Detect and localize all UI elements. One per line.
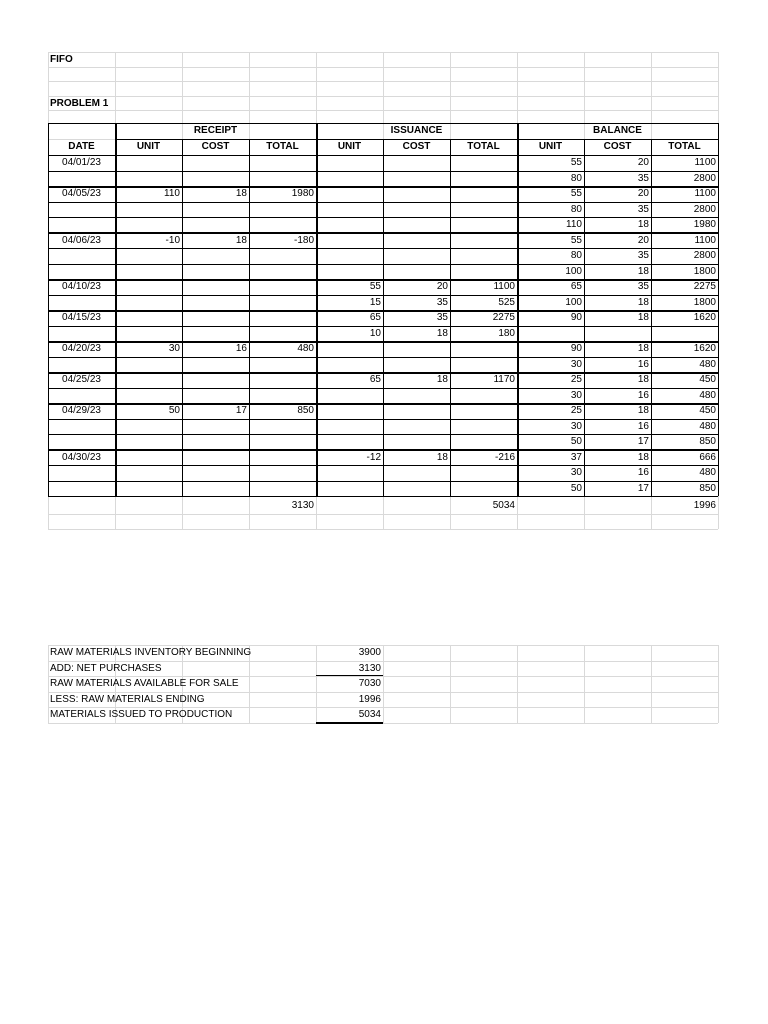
receipt-unit-cell[interactable]: 110 — [164, 188, 180, 199]
balance-cost-cell[interactable]: 18 — [637, 343, 649, 354]
balance-total-cell[interactable]: 450 — [699, 405, 716, 416]
receipt-cost-header[interactable]: COST — [201, 141, 230, 152]
receipt-total-cell[interactable]: 1980 — [291, 188, 314, 199]
date-cell[interactable]: 04/15/23 — [62, 312, 101, 323]
summary-value-ending[interactable]: 1996 — [358, 693, 381, 705]
border-line — [316, 722, 383, 724]
balance-cost-cell[interactable]: 18 — [637, 405, 649, 416]
issuance-unit-cell[interactable]: 65 — [369, 374, 381, 385]
balance-unit-cell[interactable]: 55 — [570, 188, 582, 199]
gridline — [651, 645, 652, 723]
date-cell[interactable]: 04/30/23 — [62, 451, 101, 463]
balance-unit-cell[interactable]: 25 — [570, 405, 582, 416]
issuance-unit-header[interactable]: UNIT — [337, 141, 362, 152]
issuance-unit-cell[interactable]: -12 — [366, 451, 381, 463]
issuance-cost-cell[interactable]: 18 — [436, 327, 448, 339]
gridline — [718, 645, 719, 723]
issuance-total-cell[interactable]: 1170 — [493, 374, 515, 385]
balance-unit-cell[interactable]: 100 — [565, 265, 582, 277]
balance-total-cell[interactable]: 480 — [699, 467, 716, 478]
balance-cost-cell[interactable]: 16 — [637, 467, 649, 478]
issuance-total-cell[interactable]: 2275 — [492, 312, 515, 323]
summary-value-issued[interactable]: 5034 — [358, 709, 381, 720]
balance-total-cell[interactable]: 850 — [699, 436, 716, 447]
issuance-total-cell[interactable]: 1100 — [493, 281, 515, 292]
issuance-cost-cell[interactable]: 18 — [436, 374, 448, 385]
balance-cost-cell[interactable]: 16 — [637, 389, 649, 401]
issuance-total-cell[interactable]: 180 — [498, 327, 515, 339]
balance-total-cell[interactable]: 1100 — [694, 188, 716, 199]
receipt-cost-cell[interactable]: 18 — [235, 188, 247, 199]
issuance-total-cell[interactable]: -216 — [494, 451, 515, 463]
date-cell[interactable]: 04/05/23 — [62, 188, 101, 199]
balance-cost-cell[interactable]: 35 — [637, 250, 649, 261]
balance-unit-cell[interactable]: 30 — [570, 358, 582, 370]
balance-total-cell[interactable]: 480 — [699, 389, 716, 401]
issuance-unit-cell[interactable]: 65 — [369, 312, 381, 323]
issuance-cost-cell[interactable]: 18 — [436, 451, 448, 463]
balance-total-cell[interactable]: 450 — [699, 374, 716, 385]
summary-label-beginning[interactable]: RAW MATERIALS INVENTORY BEGINNING — [50, 647, 252, 658]
balance-total-cell[interactable]: 2800 — [693, 172, 716, 184]
balance-cost-cell[interactable]: 18 — [637, 219, 649, 230]
balance-total-cell[interactable]: 1620 — [693, 343, 716, 354]
issuance-total-header[interactable]: TOTAL — [467, 141, 500, 152]
date-cell[interactable]: 04/01/23 — [62, 157, 101, 168]
balance-unit-cell[interactable]: 55 — [570, 157, 582, 168]
balance-unit-cell[interactable]: 100 — [565, 296, 582, 308]
balance-total-cell[interactable]: 666 — [699, 451, 716, 463]
balance-total-cell[interactable]: 2275 — [693, 281, 716, 292]
receipt-unit-header[interactable]: UNIT — [136, 141, 161, 152]
problem-title[interactable]: PROBLEM 1 — [50, 97, 109, 109]
balance-total-cell[interactable]: 2800 — [693, 203, 716, 215]
balance-total-cell[interactable]: 1800 — [693, 296, 716, 308]
receipt-total-cell[interactable]: 850 — [297, 405, 314, 416]
balance-total-cell[interactable]: 1620 — [693, 312, 716, 323]
summary-value-available[interactable]: 7030 — [358, 678, 381, 689]
receipt-unit-cell[interactable]: -10 — [165, 234, 180, 246]
border-line — [718, 123, 719, 496]
date-cell[interactable]: 04/25/23 — [62, 374, 101, 385]
balance-unit-cell[interactable]: 37 — [570, 451, 582, 463]
issuance-cost-header[interactable]: COST — [402, 141, 431, 152]
gridline — [48, 723, 718, 724]
balance-cost-cell[interactable]: 20 — [637, 188, 649, 199]
sheet-title[interactable]: FIFO — [50, 54, 73, 65]
balance-total-cell[interactable]: 1100 — [694, 234, 716, 246]
receipt-total-cell[interactable]: -180 — [293, 234, 314, 246]
balance-unit-cell[interactable]: 55 — [570, 234, 582, 246]
receipt-cost-cell[interactable]: 18 — [235, 234, 247, 246]
balance-unit-cell[interactable]: 80 — [570, 203, 582, 215]
issuance-cost-cell[interactable]: 20 — [436, 281, 448, 292]
issuance-total-sum[interactable]: 5034 — [492, 500, 515, 511]
balance-cost-cell[interactable]: 16 — [637, 358, 649, 370]
balance-cost-header[interactable]: COST — [603, 141, 632, 152]
balance-cost-cell[interactable]: 20 — [637, 234, 649, 246]
balance-unit-cell[interactable]: 80 — [570, 172, 582, 184]
balance-unit-cell[interactable]: 90 — [570, 343, 582, 354]
balance-unit-cell[interactable]: 30 — [570, 467, 582, 478]
summary-value-beginning[interactable]: 3900 — [358, 647, 381, 658]
balance-group-header[interactable]: BALANCE — [593, 125, 642, 136]
balance-unit-cell[interactable]: 110 — [566, 219, 582, 230]
gridline — [584, 645, 585, 723]
balance-total-cell[interactable]: 850 — [699, 482, 716, 494]
balance-cost-cell[interactable]: 35 — [637, 203, 649, 215]
receipt-unit-cell[interactable]: 50 — [168, 405, 180, 416]
issuance-total-cell[interactable]: 525 — [498, 296, 515, 308]
gridline — [383, 645, 384, 723]
receipt-group-header[interactable]: RECEIPT — [193, 125, 238, 136]
balance-unit-cell[interactable]: 30 — [570, 420, 582, 432]
balance-unit-cell[interactable]: 90 — [570, 312, 582, 323]
balance-cost-cell[interactable]: 16 — [637, 420, 649, 432]
balance-cost-cell[interactable]: 18 — [637, 451, 649, 463]
summary-value-purchases[interactable]: 3130 — [358, 662, 381, 674]
balance-unit-cell[interactable]: 25 — [570, 374, 582, 385]
receipt-total-header[interactable]: TOTAL — [266, 141, 299, 152]
balance-cost-cell[interactable]: 18 — [637, 296, 649, 308]
receipt-total-cell[interactable]: 480 — [297, 343, 314, 354]
border-line — [48, 496, 718, 497]
balance-unit-cell[interactable]: 50 — [570, 436, 582, 447]
issuance-cost-cell[interactable]: 35 — [436, 296, 448, 308]
receipt-unit-cell[interactable]: 30 — [168, 343, 180, 354]
balance-total-sum[interactable]: 1996 — [693, 500, 716, 511]
date-header[interactable]: DATE — [68, 141, 95, 152]
date-cell[interactable]: 04/10/23 — [62, 281, 101, 292]
issuance-unit-cell[interactable]: 10 — [369, 327, 381, 339]
summary-label-ending[interactable]: LESS: RAW MATERIALS ENDING — [50, 693, 205, 705]
receipt-total-sum[interactable]: 3130 — [291, 500, 314, 511]
balance-unit-header[interactable]: UNIT — [538, 141, 563, 152]
balance-unit-cell[interactable]: 65 — [570, 281, 582, 292]
balance-total-cell[interactable]: 1100 — [694, 157, 716, 168]
receipt-cost-cell[interactable]: 17 — [235, 405, 247, 416]
issuance-cost-cell[interactable]: 35 — [436, 312, 448, 323]
balance-total-header[interactable]: TOTAL — [668, 141, 701, 152]
balance-unit-cell[interactable]: 30 — [570, 389, 582, 401]
gridline — [517, 645, 518, 723]
balance-cost-cell[interactable]: 35 — [637, 281, 649, 292]
gridline — [450, 645, 451, 723]
issuance-unit-cell[interactable]: 15 — [369, 296, 381, 308]
balance-total-cell[interactable]: 1800 — [693, 265, 716, 277]
balance-cost-cell[interactable]: 35 — [637, 172, 649, 184]
balance-cost-cell[interactable]: 17 — [637, 482, 649, 494]
date-cell[interactable]: 04/29/23 — [62, 405, 101, 416]
balance-unit-cell[interactable]: 50 — [570, 482, 582, 494]
summary-label-purchases[interactable]: ADD: NET PURCHASES — [50, 662, 162, 674]
summary-label-issued[interactable]: MATERIALS ISSUED TO PRODUCTION — [50, 709, 233, 720]
balance-cost-cell[interactable]: 18 — [637, 374, 649, 385]
balance-total-cell[interactable]: 480 — [699, 358, 716, 370]
balance-unit-cell[interactable]: 80 — [570, 250, 582, 261]
receipt-cost-cell[interactable]: 16 — [235, 343, 247, 354]
balance-total-cell[interactable]: 2800 — [693, 250, 716, 261]
summary-label-available[interactable]: RAW MATERIALS AVAILABLE FOR SALE — [50, 678, 239, 689]
gridline — [48, 529, 718, 530]
balance-cost-cell[interactable]: 18 — [637, 312, 649, 323]
balance-total-cell[interactable]: 1980 — [693, 219, 716, 230]
balance-cost-cell[interactable]: 20 — [637, 157, 649, 168]
balance-cost-cell[interactable]: 17 — [637, 436, 649, 447]
border-line — [115, 123, 117, 496]
balance-cost-cell[interactable]: 18 — [637, 265, 649, 277]
date-cell[interactable]: 04/06/23 — [62, 234, 101, 246]
issuance-group-header[interactable]: ISSUANCE — [390, 125, 443, 136]
issuance-unit-cell[interactable]: 55 — [369, 281, 381, 292]
date-cell[interactable]: 04/20/23 — [62, 343, 101, 354]
balance-total-cell[interactable]: 480 — [699, 420, 716, 432]
